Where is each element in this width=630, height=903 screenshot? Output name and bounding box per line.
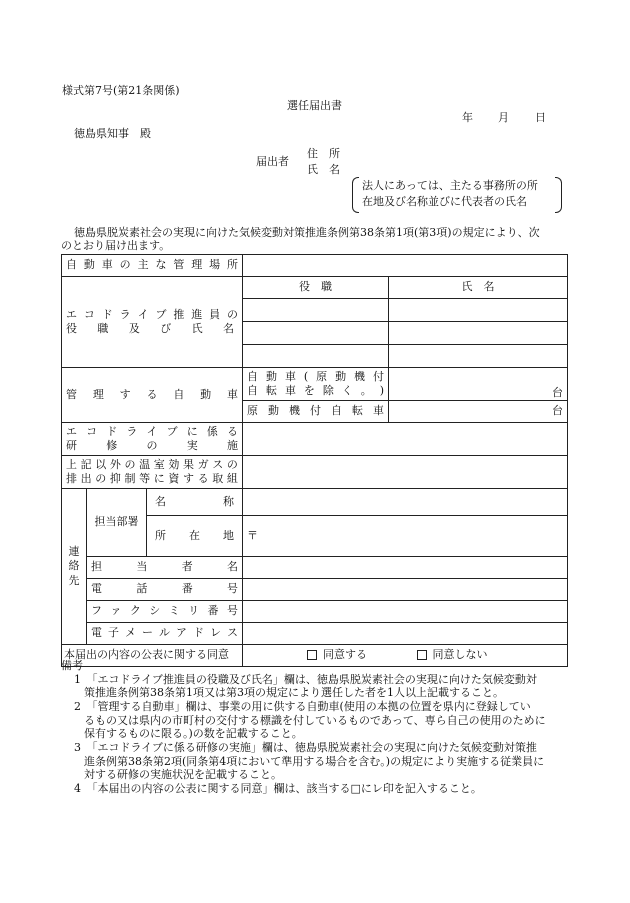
main-place-field[interactable] bbox=[243, 255, 568, 277]
note-2c: 保有するものに限る。)の数を記載すること。 bbox=[84, 727, 303, 740]
date-year-label: 年 bbox=[462, 111, 473, 124]
email-label: 電 子 メ ー ル ア ド レ ス bbox=[87, 623, 243, 645]
email-field[interactable] bbox=[243, 623, 568, 645]
note-3b: 進条例第38条第2項(同条第4項において準用する場合を含む。)の規定により実施する従業員に bbox=[84, 755, 545, 768]
note-2b: るもの又は県内の市町村の交付する標識を付しているものであって、専ら自己の使用のために bbox=[84, 714, 546, 727]
registration-table bbox=[61, 254, 568, 667]
addressee: 徳島県知事 殿 bbox=[74, 127, 151, 140]
applicant-label: 届出者 bbox=[256, 155, 289, 168]
dept-name-label: 名 称 bbox=[147, 489, 243, 516]
corporate-note-line2: 在地及び名称並びに代表者の氏名 bbox=[362, 195, 527, 208]
contact-char: 先 bbox=[68, 573, 80, 587]
contact-label bbox=[62, 489, 87, 645]
car-excl-moped-label: 自 動 車 ( 原 動 機 付 自 転 車 を 除 く 。 ) bbox=[243, 368, 389, 401]
person-field[interactable] bbox=[243, 557, 568, 579]
disagree-checkbox[interactable] bbox=[417, 650, 427, 660]
phone-field[interactable] bbox=[243, 579, 568, 601]
promoter-name-field[interactable] bbox=[389, 345, 568, 368]
promoter-name-field[interactable] bbox=[389, 299, 568, 322]
intro-line2: のとおり届け出ます。 bbox=[61, 239, 171, 252]
date-month-label: 月 bbox=[498, 111, 509, 124]
managed-vehicles-label: 管 理 す る 自 動 車 bbox=[62, 368, 243, 423]
promoter-name-field[interactable] bbox=[389, 322, 568, 345]
name-header: 氏 名 bbox=[389, 277, 568, 299]
other-measures-field[interactable] bbox=[243, 456, 568, 489]
moped-label: 原 動 機 付 自 転 車 bbox=[243, 401, 389, 423]
unit-label: 台 bbox=[552, 385, 564, 399]
name-label: 氏 名 bbox=[307, 163, 340, 176]
note-2a: 2 「管理する自動車」欄は、事業の用に供する自動車(使用の本拠の位置を県内に登録してい bbox=[74, 700, 531, 713]
main-place-label: 自 動 車 の 主 な 管 理 場 所 bbox=[62, 255, 243, 277]
moped-count-field[interactable] bbox=[389, 401, 568, 423]
consent-options bbox=[243, 645, 568, 667]
note-1a: 1 「エコドライブ推進員の役職及び氏名」欄は、徳島県脱炭素社会の実現に向けた気候変動対 bbox=[74, 673, 537, 686]
position-header: 役 職 bbox=[243, 277, 389, 299]
contact-char: 絡 bbox=[68, 559, 80, 573]
fax-label: フ ァ ク シ ミ リ 番 号 bbox=[87, 601, 243, 623]
intro-line1: 徳島県脱炭素社会の実現に向けた気候変動対策推進条例第38条第1項(第3項)の規定により、次 bbox=[74, 226, 540, 239]
date-day-label: 日 bbox=[535, 111, 546, 124]
postal-mark: 〒 bbox=[247, 528, 259, 542]
other-measures-label: 上 記 以 外 の 温 室 効 果 ガ ス の 排 出 の 抑 制 等 に 資 す る 取 組 bbox=[62, 456, 243, 489]
contact-char: 連 bbox=[68, 545, 80, 559]
note-1b: 策推進条例第38条第1項又は第3項の規定により選任した者を1人以上記載すること。 bbox=[84, 686, 504, 699]
unit-label: 台 bbox=[552, 404, 564, 418]
note-4: 4 「本届出の内容の公表に関する同意」欄は、該当する□にレ印を記入すること。 bbox=[74, 782, 482, 795]
corporate-note-line1: 法人にあっては、主たる事務所の所 bbox=[362, 179, 538, 192]
disagree-option[interactable]: 同意しない bbox=[417, 648, 488, 661]
fax-field[interactable] bbox=[243, 601, 568, 623]
promoter-label: エ コ ド ラ イ ブ 推 進 員 の 役 職 及 び 氏 名 bbox=[62, 277, 243, 368]
address-label: 住 所 bbox=[307, 147, 340, 160]
dept-location-field[interactable] bbox=[243, 516, 568, 557]
form-title: 選任届出書 bbox=[287, 99, 342, 112]
promoter-position-field[interactable] bbox=[243, 299, 389, 322]
agree-checkbox[interactable] bbox=[307, 650, 317, 660]
promoter-position-field[interactable] bbox=[243, 322, 389, 345]
dept-label: 担当部署 bbox=[87, 489, 147, 557]
car-count-field[interactable] bbox=[389, 368, 568, 401]
corporate-note-bracket bbox=[352, 177, 562, 213]
phone-label: 電 話 番 号 bbox=[87, 579, 243, 601]
note-3c: 対する研修の実施状況を記載すること。 bbox=[84, 768, 282, 781]
person-label: 担 当 者 名 bbox=[87, 557, 243, 579]
form-number: 様式第7号(第21条関係) bbox=[62, 84, 180, 97]
promoter-position-field[interactable] bbox=[243, 345, 389, 368]
training-field[interactable] bbox=[243, 423, 568, 456]
training-label: エ コ ド ラ イ ブ に 係 る 研 修 の 実 施 bbox=[62, 423, 243, 456]
dept-name-field[interactable] bbox=[243, 489, 568, 516]
notes-heading: 備考 bbox=[61, 659, 83, 672]
consent-label: 本届出の内容の公表に関する同意 bbox=[62, 645, 243, 667]
note-3a: 3 「エコドライブに係る研修の実施」欄は、徳島県脱炭素社会の実現に向けた気候変動対策推 bbox=[74, 741, 537, 754]
agree-option[interactable]: 同意する bbox=[307, 648, 367, 661]
dept-location-label: 所 在 地 bbox=[147, 516, 243, 557]
